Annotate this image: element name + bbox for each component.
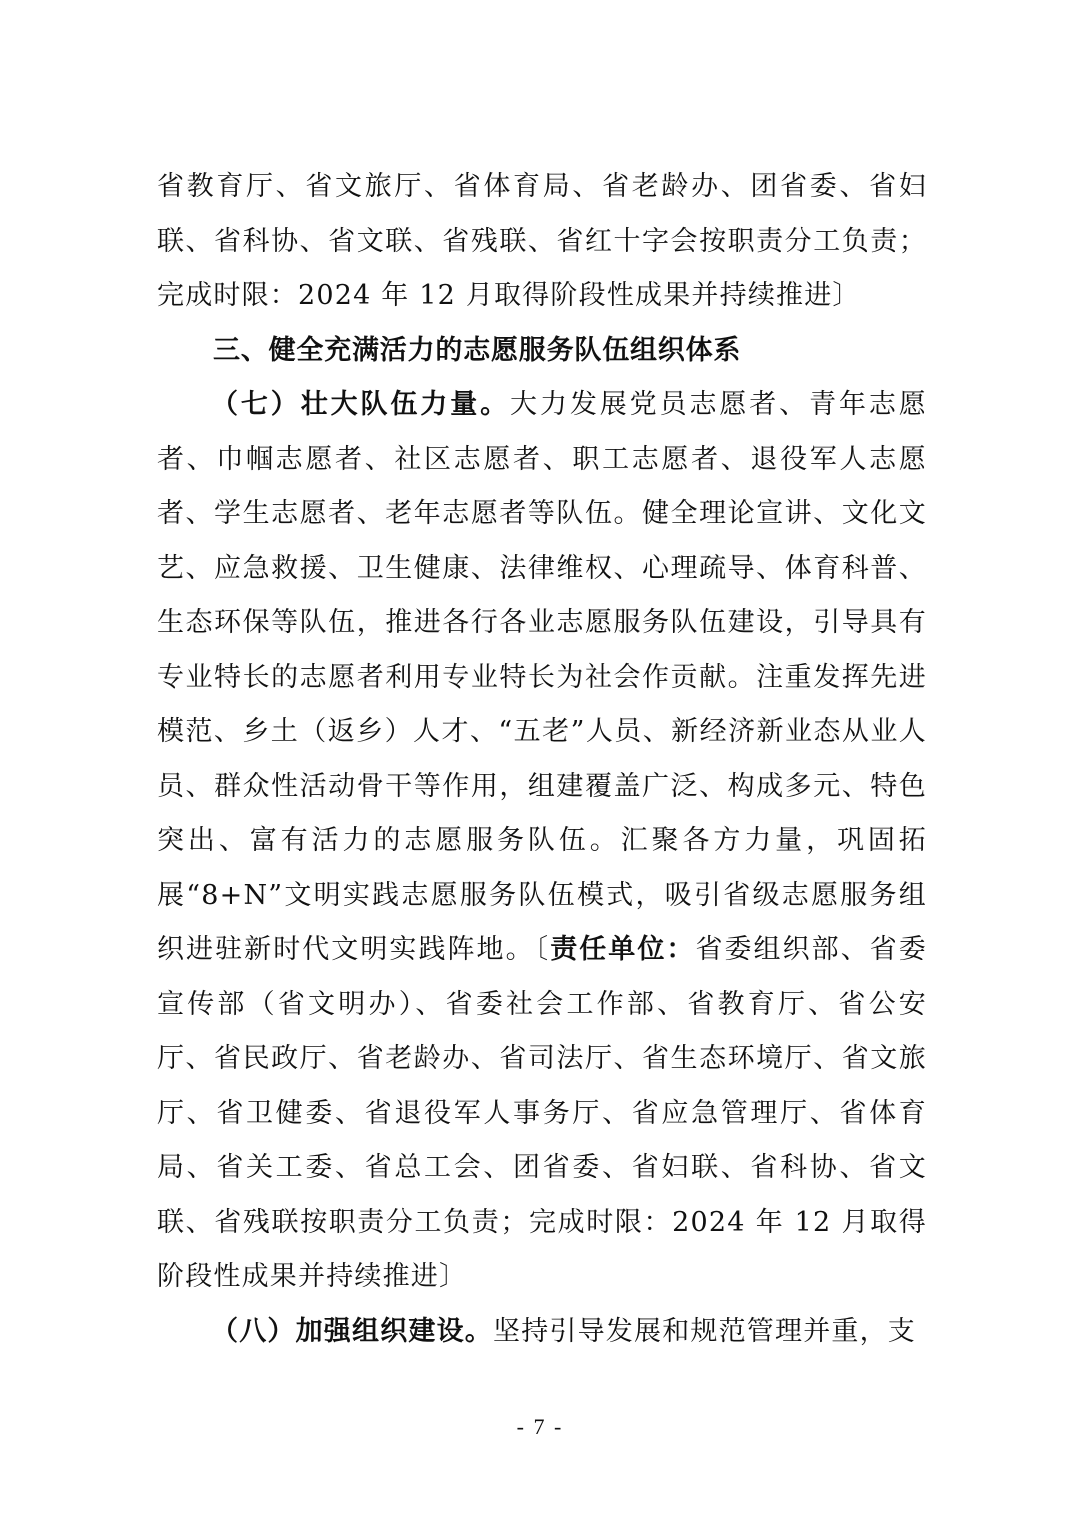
item-8-title: （八）加强组织建设。 <box>211 1315 493 1347</box>
section-heading: 三、健全充满活力的志愿服务队伍组织体系 <box>213 334 742 366</box>
item-7-body: 大力发展党员志愿者、青年志愿者、巾帼志愿者、社区志愿者、职工志愿者、退役军人志愿者、学生志愿者、老年志愿者等队伍。健全理论宣讲、文化文艺、应急救援、卫生健康、法律维权、心理疏导、体育科普、生态环保等队伍，推进各行各业志愿服务队伍建设，引导具有专业特长的志愿者利用专业特长为社会作贡献。注重发挥先进模范、乡土（返乡）人才、“五老”人员、新经济新业态从业人员、群众性活动骨干等作用，组建覆盖广泛、构成多元、特色突出、富有活力的志愿服务队伍。汇聚各方力量，巩固拓展“8+N”文明实践志愿服务队伍模式，吸引省级志愿服务组织进驻新时代文明实践阵地。 <box>157 389 927 965</box>
responsibility-text: 省委组织部、省委宣传部（省文明办）、省委社会工作部、省教育厅、省公安厅、省民政厅、省老龄办、省司法厅、省生态环境厅、省文旅厅、省卫健委、省退役军人事务厅、省应急管理厅、省体育局、省关工委、省总工会、团省委、省妇联、省科协、省文联、省残联按职责分工负责；完成时限：2024 年 12 月取得阶段性成果并持续推进〕 <box>157 934 927 1292</box>
item-7-title: （七）壮大队伍力量。 <box>211 389 511 420</box>
continuation-paragraph: 省教育厅、省文旅厅、省体育局、省老龄办、团省委、省妇联、省科协、省文联、省残联、省红十字会按职责分工负责；完成时限：2024 年 12 月取得阶段性成果并持续推进〕 <box>157 171 927 311</box>
page-number: - 7 - <box>516 1414 564 1439</box>
paragraph-item-7 <box>157 378 927 1305</box>
paragraph-item-8 <box>157 1305 927 1360</box>
document-body <box>157 160 927 1359</box>
item-8-body: 坚持引导发展和规范管理并重，支 <box>493 1315 916 1347</box>
responsibility-label: 责任单位： <box>550 934 696 965</box>
responsibility-open-bracket: 〔 <box>534 934 551 965</box>
